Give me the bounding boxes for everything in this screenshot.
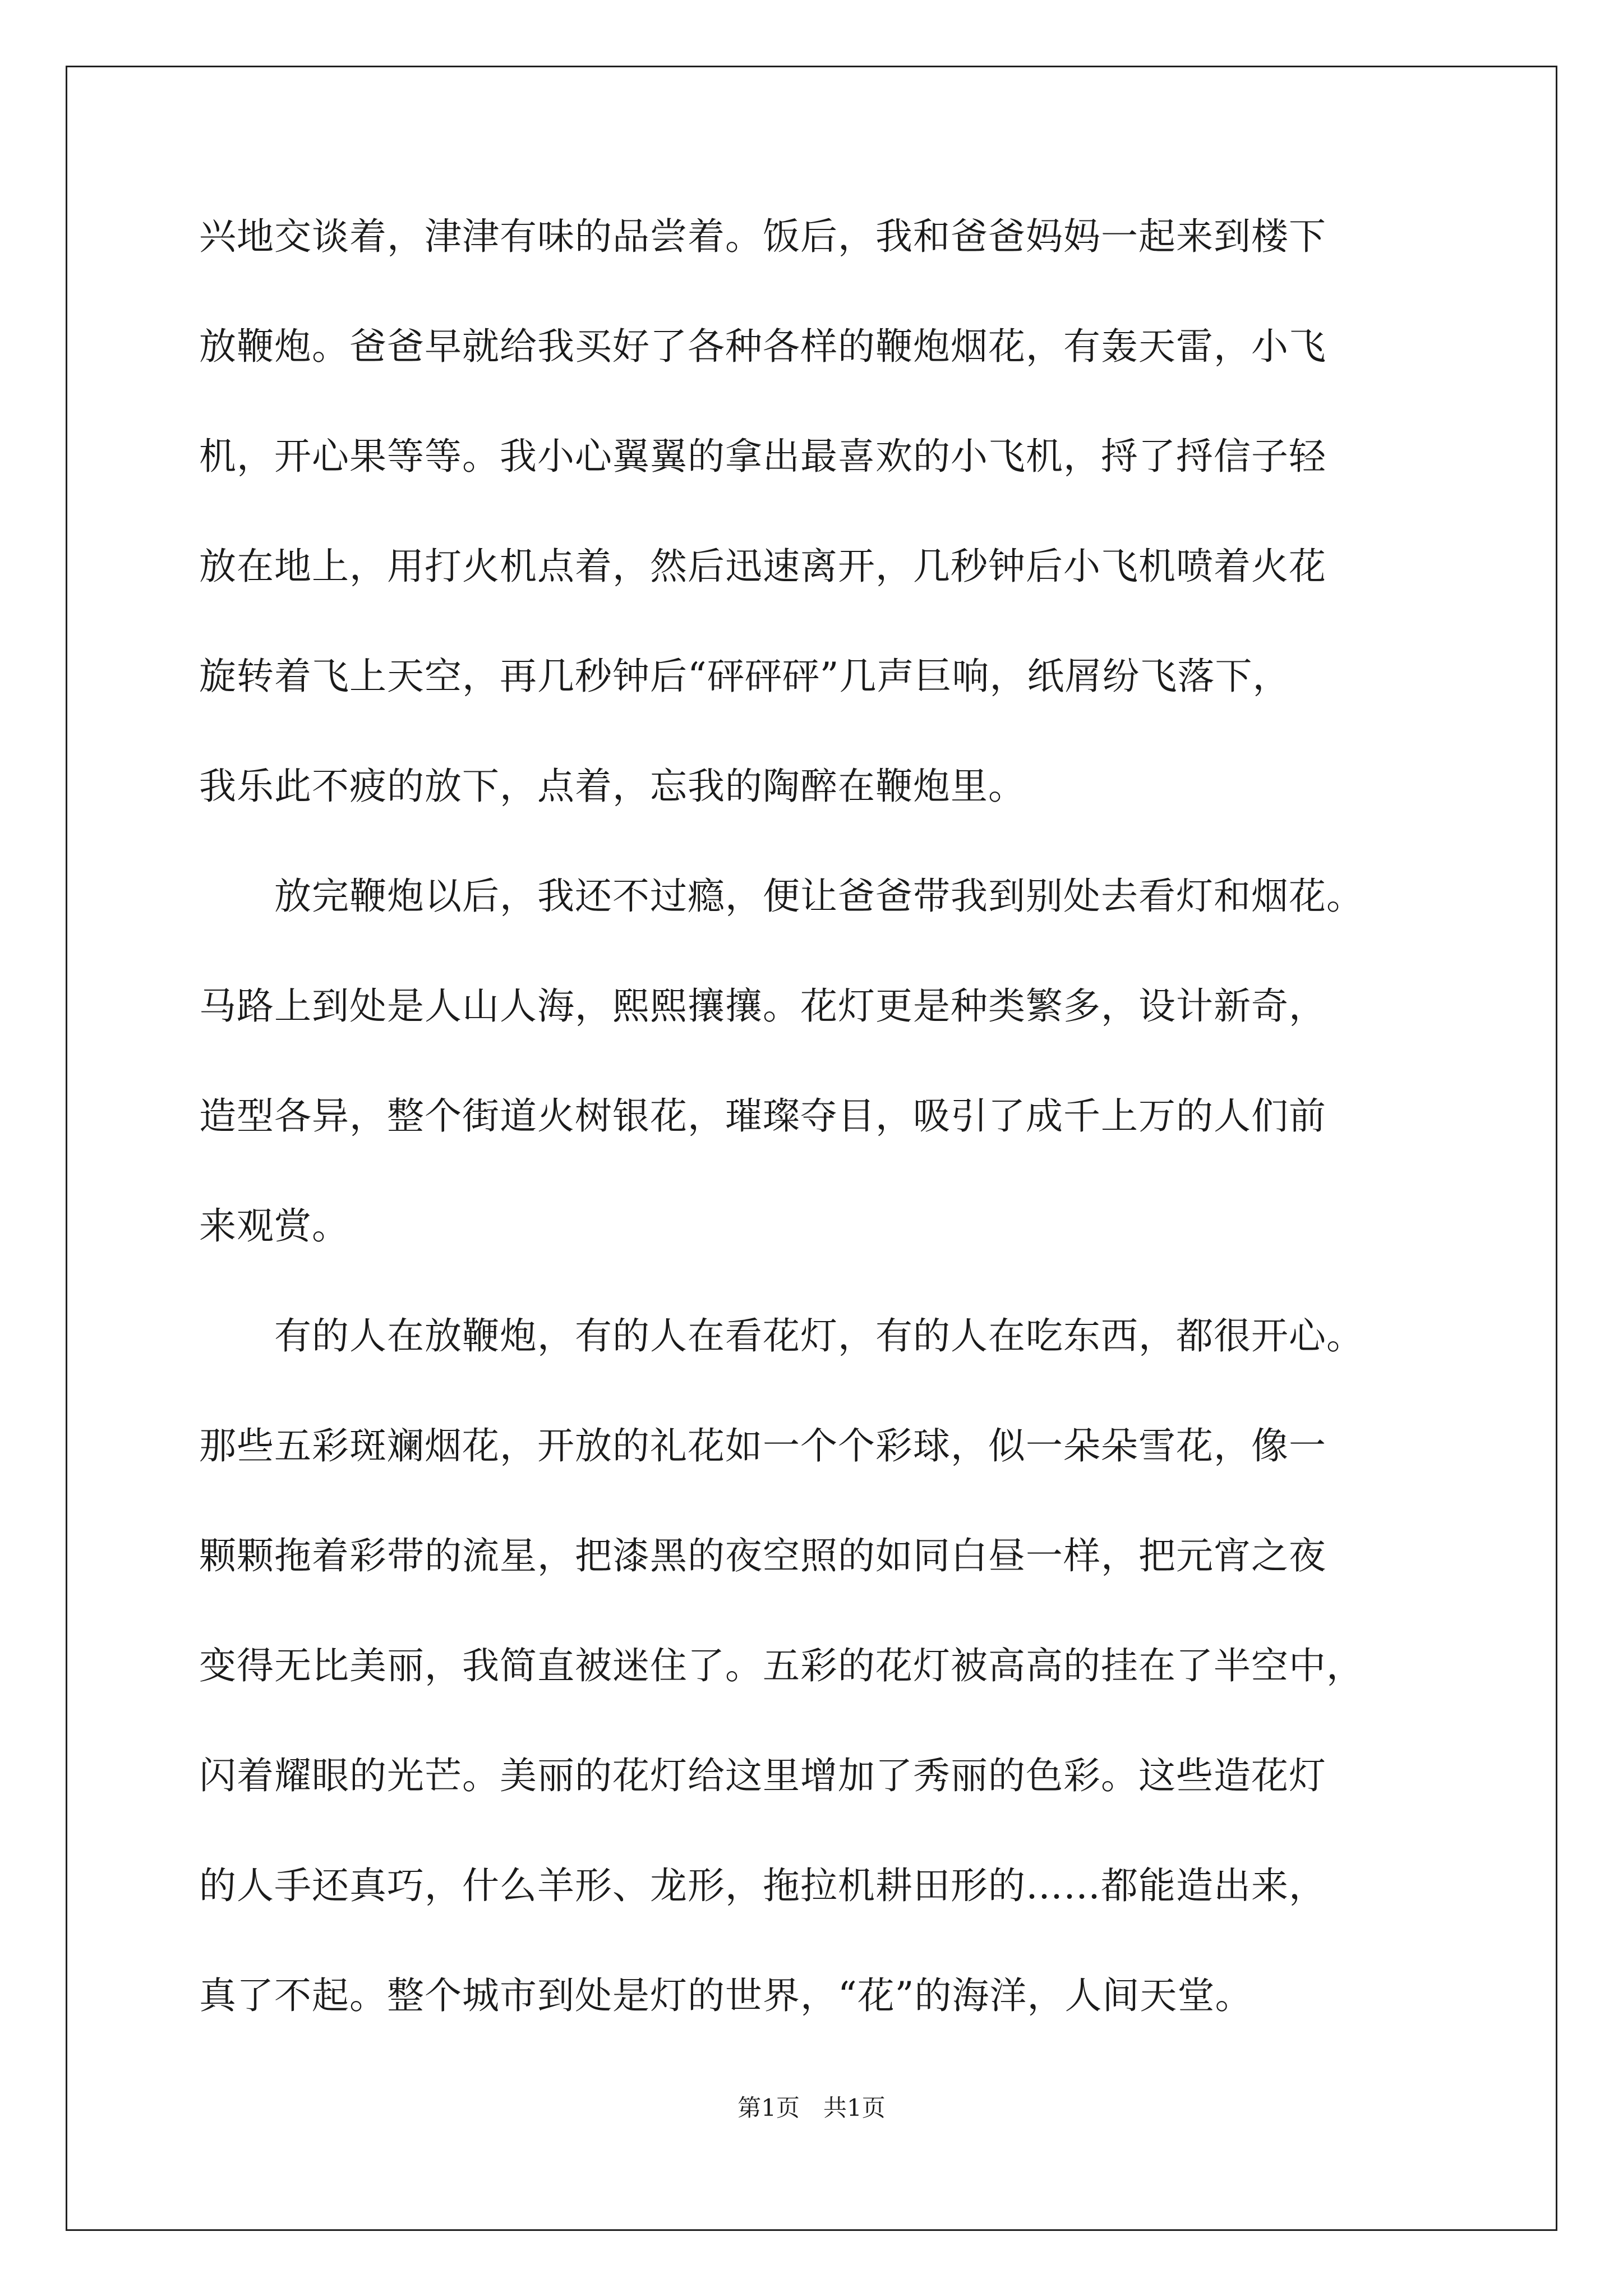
text-line-15: 闪着耀眼的光芒。美丽的花灯给这里增加了秀丽的色彩。这些造花灯 xyxy=(199,1754,1326,1797)
text-line-14: 变得无比美丽，我简直被迷住了。五彩的花灯被高高的挂在了半空中， xyxy=(199,1644,1364,1687)
text-line-9: 造型各异，整个街道火树银花，璀璨夺目，吸引了成千上万的人们前 xyxy=(199,1094,1326,1138)
page-footer: 第1页 共1页 xyxy=(737,2094,886,2122)
text-line-4: 放在地上，用打火机点着，然后迅速离开，几秒钟后小飞机喷着火花 xyxy=(199,545,1326,588)
text-line-11: 有的人在放鞭炮，有的人在看花灯，有的人在吃东西，都很开心。 xyxy=(199,1314,1364,1358)
text-line-12: 那些五彩斑斓烟花，开放的礼花如一个个彩球，似一朵朵雪花，像一 xyxy=(199,1424,1326,1467)
text-line-2: 放鞭炮。爸爸早就给我买好了各种各样的鞭炮烟花，有轰天雷，小飞 xyxy=(199,325,1326,368)
text-line-13: 颗颗拖着彩带的流星，把漆黑的夜空照的如同白昼一样，把元宵之夜 xyxy=(199,1534,1326,1577)
text-line-10: 来观赏。 xyxy=(199,1204,349,1248)
text-line-1: 兴地交谈着，津津有味的品尝着。饭后，我和爸爸妈妈一起来到楼下 xyxy=(199,215,1326,258)
text-line-3: 机，开心果等等。我小心翼翼的拿出最喜欢的小飞机，捋了捋信子轻 xyxy=(199,435,1326,478)
text-line-5: 旋转着飞上天空，再几秒钟后“砰砰砰”几声巨响，纸屑纷飞落下， xyxy=(199,655,1290,698)
text-line-6: 我乐此不疲的放下，点着，忘我的陶醉在鞭炮里。 xyxy=(199,765,1026,808)
text-line-16: 的人手还真巧，什么羊形、龙形，拖拉机耕田形的……都能造出来， xyxy=(199,1864,1326,1907)
text-line-17: 真了不起。整个城市到处是灯的世界，“花”的海洋，人间天堂。 xyxy=(199,1974,1253,2017)
text-line-7: 放完鞭炮以后，我还不过瘾，便让爸爸带我到别处去看灯和烟花。 xyxy=(199,875,1364,918)
text-line-8: 马路上到处是人山人海，熙熙攘攘。花灯更是种类繁多，设计新奇， xyxy=(199,984,1326,1028)
